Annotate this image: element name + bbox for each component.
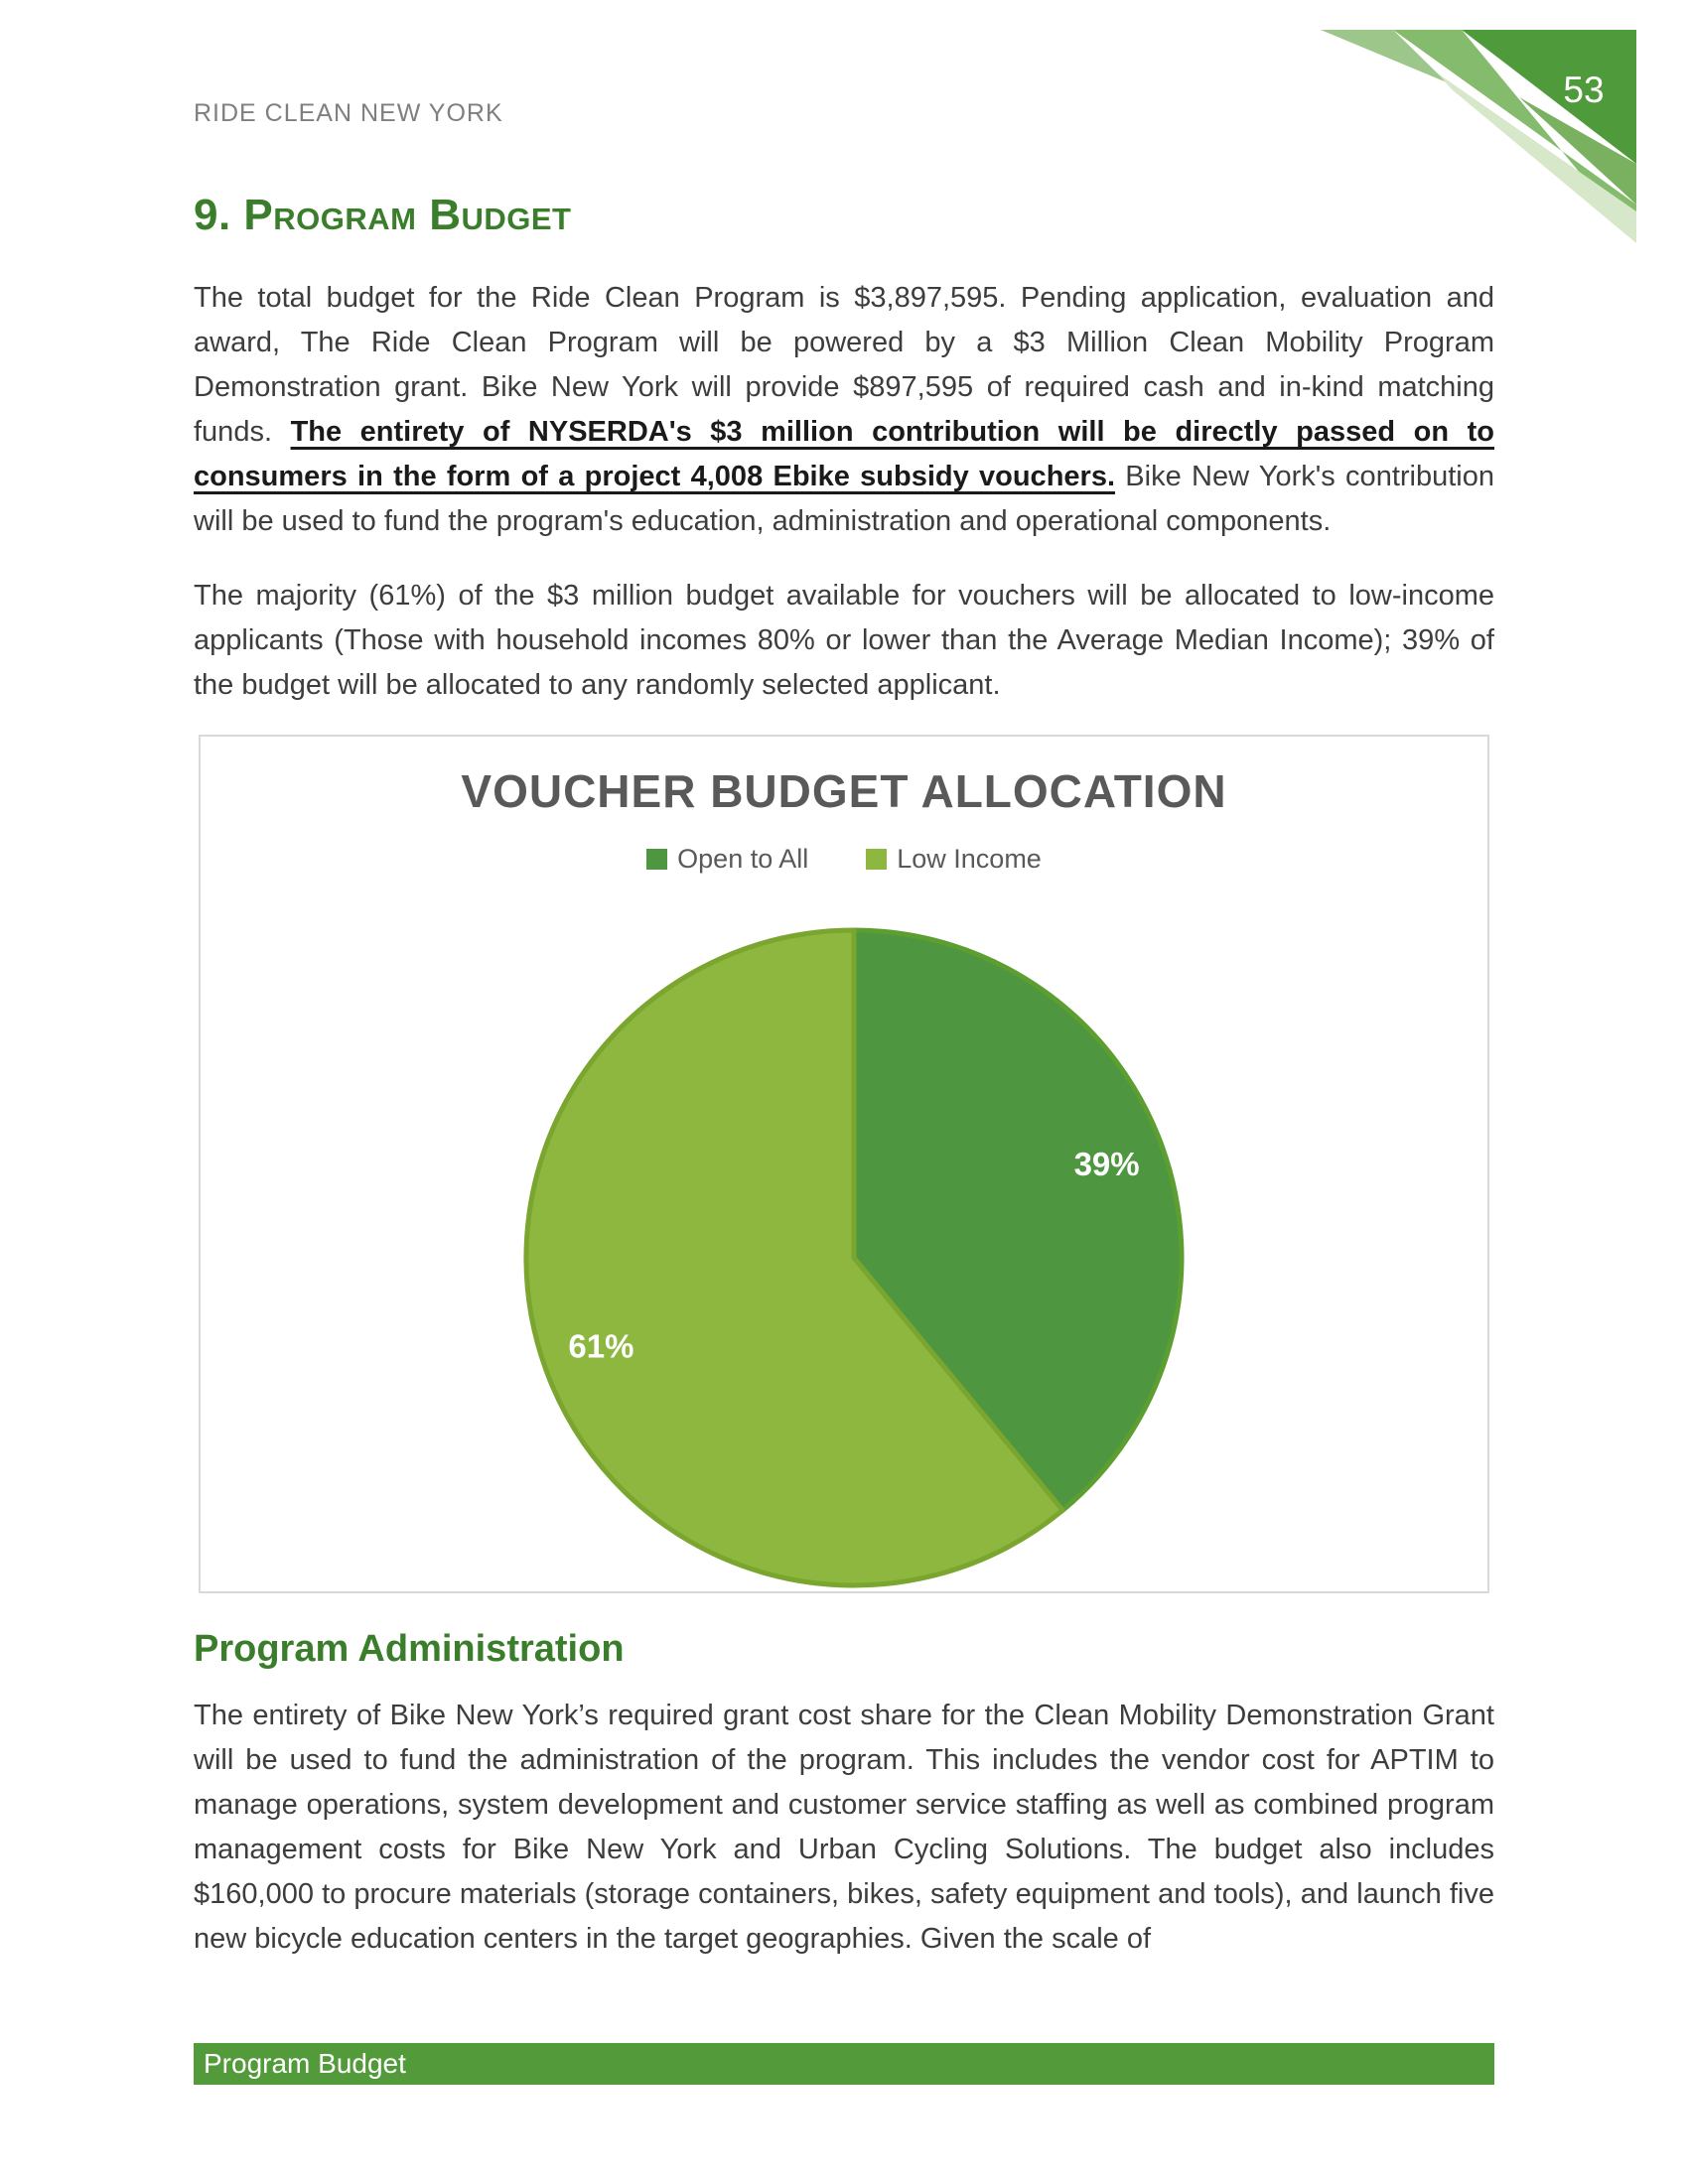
paragraph-budget-overview-text-2: Bike New York's contribution will be used to fund the program's education, administration and operational components. [194, 461, 1494, 537]
legend-label-open-to-all: Open to All [677, 844, 809, 874]
voucher-allocation-chart [199, 735, 1489, 1593]
legend-label-low-income: Low Income [897, 844, 1042, 874]
pie-slice-label-low-income: 61% [568, 1327, 634, 1365]
paragraph-budget-overview-text-1: The total budget for the Ride Clean Program is $3,897,595. Pending application, evaluation and award, The Ride Clean Program will be powered by a $3 Million Clean Mobility Program Demonstration grant. Bike New York will provide $897,595 of required cash and in-kind matching funds. [194, 282, 1494, 448]
section-heading-program-budget: 9. Program Budget [194, 191, 572, 239]
corner-decoration [1321, 0, 1648, 268]
pie-slice-label-open-to-all: 39% [1073, 1146, 1140, 1183]
legend-item-open-to-all [646, 844, 808, 875]
chart-legend [201, 844, 1487, 875]
footer-bar [194, 2043, 1494, 2085]
chart-title: VOUCHER BUDGET ALLOCATION [461, 765, 1227, 817]
paragraph-budget-overview-emphasis: The entirety of NYSERDA's $3 million contribution will be directly passed on to consumers in the form of a project 4,008 Ebike subsidy vouchers. [194, 416, 1494, 492]
legend-swatch-low-income-icon [866, 849, 887, 870]
paragraph-budget-overview [194, 276, 1494, 544]
running-header: RIDE CLEAN NEW YORK [194, 99, 503, 127]
page-number: 53 [1563, 69, 1605, 110]
legend-swatch-open-to-all-icon [646, 849, 667, 870]
footer-label: Program Budget [204, 2048, 406, 2079]
section-heading-program-administration: Program Administration [194, 1628, 625, 1670]
paragraph-program-administration: The entirety of Bike New York’s required grant cost share for the Clean Mobility Demonstration Grant will be used to fund the administration of the program. This includes the vendor cost for APTIM to manage operations, system development and customer service staffing as well as combined program management costs for Bike New York and Urban Cycling Solutions. The budget also includes $160,000 to procure materials (storage containers, bikes, safety equipment and tools), and launch five new bicycle education centers in the target geographies. Given the scale of [194, 1700, 1494, 1955]
legend-item-low-income [866, 844, 1042, 875]
paragraph-voucher-allocation: The majority (61%) of the $3 million budget available for vouchers will be allocated to low-income applicants (Those with household incomes 80% or lower than the Average Median Income); 39% of the budget will be allocated to any randomly selected applicant. [194, 580, 1494, 701]
